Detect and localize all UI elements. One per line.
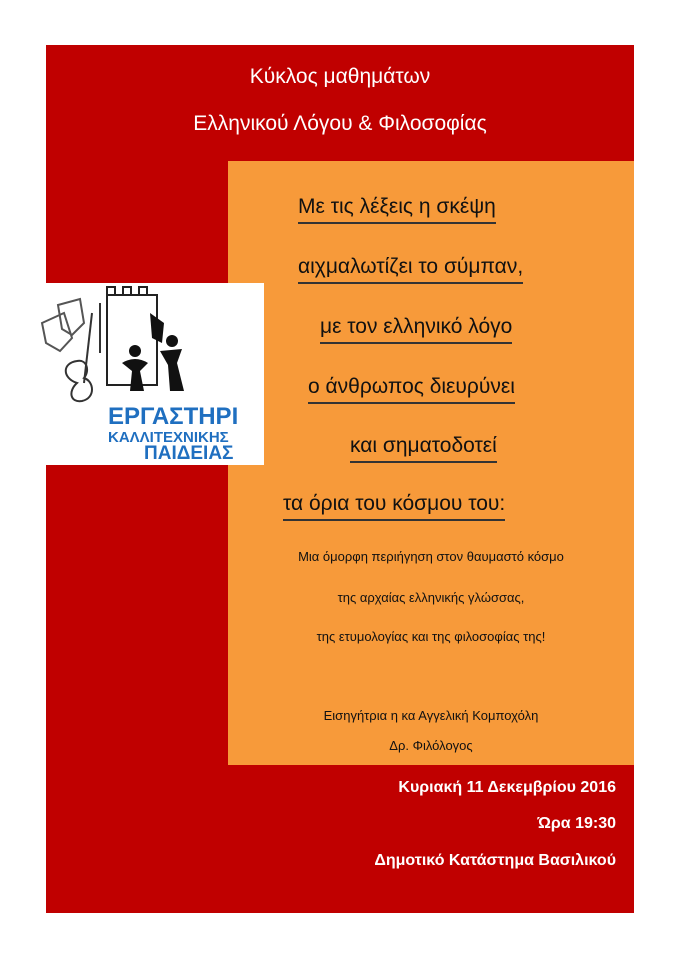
description-line-1: Μια όμορφη περιήγηση στον θαυμαστό κόσμο [298,549,564,564]
quote-line-5: και σηματοδοτεί [350,434,497,463]
logo-line-1: ΕΡΓΑΣΤΗΡΙ [108,403,239,430]
description-line-2: της αρχαίας ελληνικής γλώσσας, [337,590,525,605]
speaker-title: Δρ. Φιλόλογος [389,738,473,753]
workshop-logo [32,283,264,465]
logo-line-3: ΠΑΙΔΕΙΑΣ [144,443,234,464]
quote-line-3: με τον ελληνικό λόγο [320,315,512,344]
series-subtitle: Ελληνικού Λόγου & Φιλοσοφίας [193,112,487,135]
left-red-panel-bottom [46,465,228,765]
event-date: Κυριακή 11 Δεκεμβρίου 2016 [398,779,616,796]
quote-line-6: τα όρια του κόσμου του: [283,492,505,521]
logo-line-2: ΚΑΛΛΙΤΕΧΝΙΚΗΣ [108,429,229,446]
speaker-name: Εισηγήτρια η κα Αγγελική Κομποχόλη [323,708,539,723]
event-info-banner [46,765,634,913]
left-red-panel-top [46,161,228,283]
title-banner [46,45,634,161]
event-venue: Δημοτικό Κατάστημα Βασιλικού [374,852,616,869]
event-time: Ώρα 19:30 [537,815,616,832]
quote-line-4: ο άνθρωπος διευρύνει [308,375,515,404]
quote-line-2: αιχμαλωτίζει το σύμπαν, [298,255,523,284]
content-panel [228,161,634,765]
quote-line-1: Με τις λέξεις η σκέψη [298,195,496,224]
description-line-3: της ετυμολογίας και της φιλοσοφίας της! [316,629,546,644]
series-title: Κύκλος μαθημάτων [249,65,431,88]
